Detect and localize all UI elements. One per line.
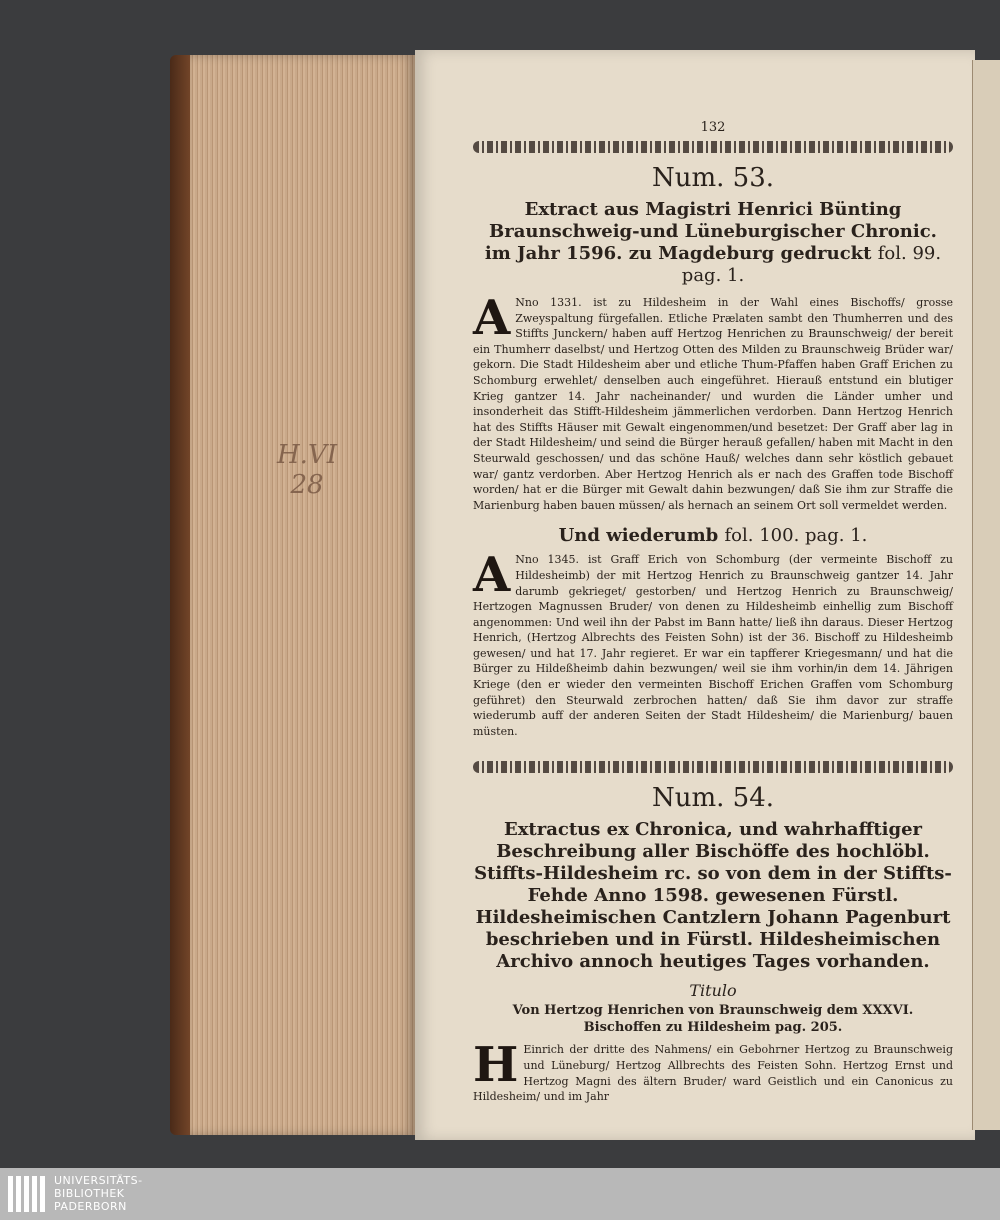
drop-cap: H [473,1037,519,1094]
library-name-line2: BIBLIOTHEK [54,1187,125,1200]
subheading-ref: fol. 100. pag. 1. [724,525,868,547]
section-title-54: Num. 54. [651,783,775,814]
drop-cap: A [473,547,511,604]
paragraph-text: Einrich der dritte des Nahmens/ ein Gebohrner Hertzog zu Braunschweig und Lüneburg/ Hertzog Allbrechts des Feisten Sohn. Hertzog Ernst und Hertzog Magni des ältern Bruder/ ward Geistlich und ein Canonicus zu Hildesheim/ und im Jahr [473,1043,953,1104]
titulo-label: Titulo [689,981,737,1001]
footer-bar [0,1168,1000,1220]
subheading-text: Und wiederumb [558,525,719,547]
drop-cap: A [473,290,511,346]
paragraph-53-1 [473,290,953,513]
ornament-border-top [473,141,953,153]
library-name-line1: UNIVERSITÄTS- [54,1174,143,1187]
next-page-edge [972,60,1000,1130]
paragraph-text: Nno 1331. ist zu Hildesheim in der Wahl eines Bischoffs/ grosse Zweyspaltung fürgefallen. Etliche Prælaten sambt den Thumherren und des Stiffts Junckern/ haben auff Hertzog Henrichen zu Braunschweig/ der bereit ein Thumherr daselbst/ und Hertzog Otten des Milden zu Braunschweig Brüder war/ gekorn. Die Stadt Hildesheim aber und etliche Thum-Pfaffen haben Graff Erichen zu Schomburg erwehlet/ denselben auch eingeführet. Hierauß entstund ein blutiger Krieg gantzer 14. Jahr nacheinander/ und wurden die Länder umher und insonderheit das Stifft-Hildesheim jämmerlichen verdorben. Dann Hertzog Henrich hat des Stiffts Häuser mit Gewalt eingenommen/und besetzet: Der Graff aber lag in der Stadt Hildesheim/ und seind die Bürger herauß gefallen/ haben mit Macht in den Steurwald geschossen/ und das schöne Hauß/ welches dann sehr köstlich gebauet war/ gantz verdorben. Aber Hertzog Henrich als er nach des Graffen tode Bischoff worden/ hat er die Bürger mit Gewalt dahin bezwungen/ daß Sie ihm zur Straffe die Marienburg haben bauen müssen/ als hernach an seinem Ort soll vermeldet werden. [473,296,953,512]
subheading-wiederumb [473,525,953,546]
paragraph-text: Nno 1345. ist Graff Erich von Schomburg (der vermeinte Bischoff zu Hildesheimb) der mit Hertzog Henrich zu Braunschweig gantzer 14. Jahr darumb gekrieget/ gestorben/ und Hertzog Henrich zu Braunschweig/ Hertzogen Magnussen Bruder/ von denen zu Hildesheimb einhellig zum Bischoff angenommen: Und weil ihn der Pabst im Bann hatte/ ließ ihn daraus. Dieser Hertzog Henrich, (Hertzog Albrechts des Feisten Sohn) ist der 36. Bischoff zu Hildesheimb gewesen/ und hat 17. Jahr regieret. Er war ein tapfferer Kriegesmann/ und hat die Bürger zu Hildeßheimb dahin bezwungen/ weil sie ihm vorhin/in dem 14. Jährigen Kriege (den er wieder den vermeinten Bischoff Erichen Graffen vom Schomburg geführet) den Steurwald zerbrochen hatten/ daß Sie ihm davor zur straffe wiederumb auff der anderen Seiten der Stadt Hildesheim/ die Marienburg/ bauen müsten. [473,553,953,738]
heading-ref-53: fol. 99. pag. 1. [681,243,942,286]
library-name-line3: PADERBORN [54,1200,127,1213]
section-heading-54: Extractus ex Chronica, und wahrhafftiger Beschreibung aller Bischöffe des hochlöbl. Stiffts-Hildesheim rc. so von dem in der Stiffts-Fehde Anno 1598. gewesenen Fürstl. Hildesheimischen Cantzlern Johann Pagenburt beschrieben und in Fürstl. Hildesheimischen Archivo annoch heutiges Tages vorhanden. [474,819,952,973]
heading-text-53: Extract aus Magistri Henrici Bünting Braunschweig-und Lüneburgischer Chronic. im Jahr 1596. zu Magdeburg gedruckt [484,199,937,264]
page-text [473,120,953,1105]
book-page [415,50,975,1140]
section-heading-53 [473,199,953,287]
shelfmark-note: H.VI 28 [277,440,337,500]
library-logo-icon [8,1176,46,1212]
ornament-border-mid [473,761,953,773]
page-number: 132 [700,120,726,135]
library-name [54,1174,143,1213]
titulo-heading: Von Hertzog Henrichen von Braunschweig dem XXXVI. Bischoffen zu Hildesheim pag. 205. [512,1003,914,1036]
section-title-53: Num. 53. [651,163,775,193]
book-fore-edge [190,55,415,1135]
paragraph-54-1 [473,1037,953,1104]
paragraph-53-2 [473,547,953,739]
